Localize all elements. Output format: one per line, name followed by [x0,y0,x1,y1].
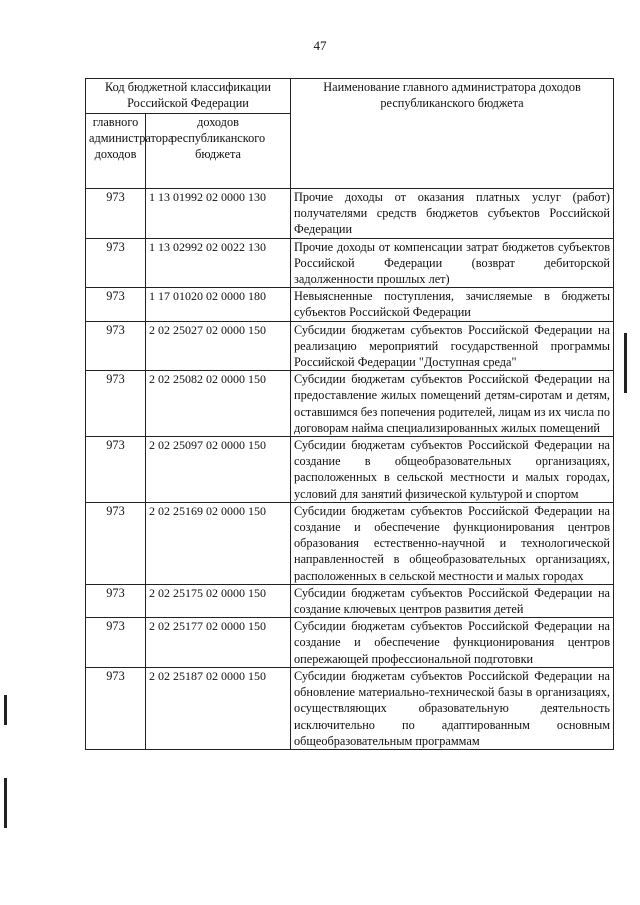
row-name: Субсидии бюджетам субъектов Российской Федерации на реализацию мероприятий государственной программы Российской Федерации "Доступная среда" [291,321,614,371]
header-classification-code: Код бюджетной классификации Российской Федерации [86,79,291,114]
row-admin-code: 973 [86,667,146,749]
row-admin-code: 973 [86,238,146,288]
row-name: Прочие доходы от оказания платных услуг (работ) получателями средств бюджетов субъектов Российской Федерации [291,189,614,239]
table-row [86,502,614,584]
row-admin-code: 973 [86,502,146,584]
table-row [86,437,614,503]
table-row [86,667,614,749]
row-admin-code: 973 [86,371,146,437]
budget-classification-table [85,78,614,750]
row-revenue-code: 2 02 25097 02 0000 150 [146,437,291,503]
header-main-administrator: главного администратора доходов [86,114,146,189]
row-revenue-code: 2 02 25175 02 0000 150 [146,584,291,617]
table-header-row [86,79,614,114]
row-admin-code: 973 [86,321,146,371]
table-row [86,288,614,321]
row-name: Субсидии бюджетам субъектов Российской Федерации на создание и обеспечение функционирования центров образования естественно-научной и технологической направленностей в общеобразовательных организациях, расположенных в сельской местности и малых городах [291,502,614,584]
page-number: 47 [313,38,327,53]
table-row [86,238,614,288]
row-admin-code: 973 [86,584,146,617]
table-row [86,584,614,617]
row-revenue-code: 2 02 25187 02 0000 150 [146,667,291,749]
row-revenue-code: 1 13 02992 02 0022 130 [146,238,291,288]
header-administrator-name: Наименование главного администратора доходов республиканского бюджета [291,79,614,189]
row-name: Субсидии бюджетам субъектов Российской Федерации на создание ключевых центров развития детей [291,584,614,617]
row-revenue-code: 2 02 25082 02 0000 150 [146,371,291,437]
row-revenue-code: 1 17 01020 02 0000 180 [146,288,291,321]
row-name: Субсидии бюджетам субъектов Российской Федерации на предоставление жилых помещений детям-сиротам и детям, оставшимся без попечения родителей, лицам из их числа по договорам найма специализированных жилых помещений [291,371,614,437]
row-name: Субсидии бюджетам субъектов Российской Федерации на обновление материально-технической базы в организациях, осуществляющих образовательную деятельность исключительно по адаптированным основным общеобразовательным программам [291,667,614,749]
row-revenue-code: 2 02 25027 02 0000 150 [146,321,291,371]
row-name: Субсидии бюджетам субъектов Российской Федерации на создание и обеспечение функционирования центров опережающей профессиональной подготовки [291,618,614,668]
table-row [86,189,614,239]
row-revenue-code: 2 02 25169 02 0000 150 [146,502,291,584]
scan-artifact-mark [624,333,627,393]
row-admin-code: 973 [86,437,146,503]
header-revenue: доходов республиканского бюджета [146,114,291,189]
row-revenue-code: 2 02 25177 02 0000 150 [146,618,291,668]
scan-artifact-mark [4,778,7,828]
row-name: Субсидии бюджетам субъектов Российской Федерации на создание в общеобразовательных организациях, расположенных в сельской местности и малых городах, условий для занятий физической культурой и спортом [291,437,614,503]
table-row [86,321,614,371]
row-admin-code: 973 [86,618,146,668]
row-revenue-code: 1 13 01992 02 0000 130 [146,189,291,239]
row-name: Невыясненные поступления, зачисляемые в бюджеты субъектов Российской Федерации [291,288,614,321]
row-admin-code: 973 [86,288,146,321]
table-row [86,618,614,668]
table-row [86,371,614,437]
scan-artifact-mark [4,695,7,725]
row-name: Прочие доходы от компенсации затрат бюджетов субъектов Российской Федерации (возврат дебиторской задолженности прошлых лет) [291,238,614,288]
row-admin-code: 973 [86,189,146,239]
